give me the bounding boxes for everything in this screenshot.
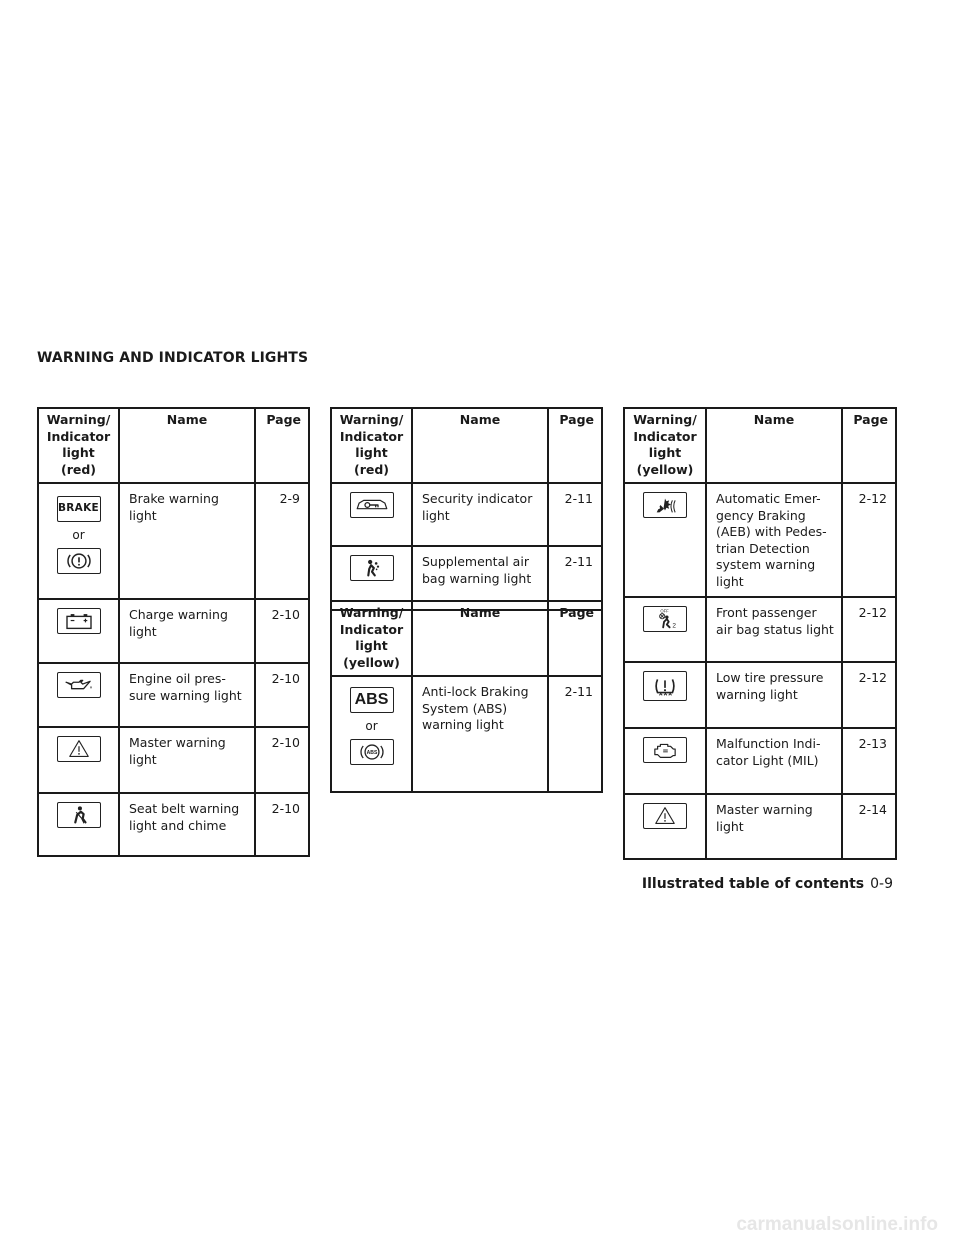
header-page: Page (548, 408, 602, 483)
watermark-text: carmanualsonline.info (736, 1214, 938, 1235)
table-row (38, 727, 309, 793)
parking-brake-icon (57, 548, 101, 574)
row-name: Engine oil pres- sure warning light (119, 663, 255, 727)
row-name: Security indicator light (412, 483, 548, 546)
header-name: Name (706, 408, 842, 483)
battery-charge-icon (57, 608, 101, 634)
row-name: Low tire pressure warning light (706, 662, 842, 728)
row-page: 2-10 (255, 599, 309, 663)
or-text: or (365, 719, 378, 733)
row-page: 2-12 (842, 597, 896, 662)
row-page: 2-11 (548, 676, 602, 792)
airbag-icon (350, 555, 394, 581)
header-page: Page (842, 408, 896, 483)
airbag-num-text: 2 (672, 622, 676, 630)
row-page: 2-10 (255, 663, 309, 727)
row-page: 2-13 (842, 728, 896, 794)
table-row (624, 662, 896, 728)
warning-lights-table-red (37, 407, 310, 857)
warning-lights-table-yellow-2 (623, 407, 897, 860)
header-name: Name (119, 408, 255, 483)
abs-icon-text: ABS (354, 691, 389, 708)
footer-page-number: 0-9 (870, 876, 893, 892)
table-row (38, 663, 309, 727)
header-name: Name (412, 408, 548, 483)
section-title: WARNING AND INDICATOR LIGHTS (37, 350, 309, 366)
table-row (331, 483, 602, 546)
table-row (38, 793, 309, 856)
brake-icon (57, 496, 101, 522)
footer-section: Illustrated table of contents (641, 876, 865, 892)
master-warning-triangle-icon (643, 803, 687, 829)
table-row (38, 599, 309, 663)
row-name: Brake warning light (119, 483, 255, 599)
row-page: 2-12 (842, 483, 896, 597)
row-page: 2-9 (255, 483, 309, 599)
watermark (700, 1208, 940, 1238)
row-page: 2-11 (548, 483, 602, 546)
row-name: Seat belt warning light and chime (119, 793, 255, 856)
brake-icon-text: BRAKE (57, 502, 100, 514)
tire-pressure-icon (643, 671, 687, 701)
table-row (624, 483, 896, 597)
row-page: 2-10 (255, 793, 309, 856)
row-name: Anti-lock Braking System (ABS) warning light (412, 676, 548, 792)
table-row (624, 794, 896, 859)
warning-lights-table-yellow (330, 600, 603, 793)
security-car-key-icon (350, 492, 394, 518)
header-warning-indicator: Warning/ Indicator light (red) (331, 408, 412, 483)
abs-icon (350, 687, 394, 713)
row-name: Charge warning light (119, 599, 255, 663)
table-row (38, 483, 309, 599)
master-warning-triangle-icon (57, 736, 101, 762)
header-page: Page (255, 408, 309, 483)
header-name: Name (412, 601, 548, 676)
page-footer (642, 876, 893, 892)
or-text: or (72, 528, 85, 542)
header-page: Page (548, 601, 602, 676)
header-warning-indicator: Warning/ Indicator light (yellow) (331, 601, 412, 676)
row-page: 2-11 (548, 546, 602, 610)
passenger-airbag-off-icon (643, 606, 687, 632)
row-name: Malfunction Indi- cator Light (MIL) (706, 728, 842, 794)
row-name: Master warning light (706, 794, 842, 859)
table-row (331, 676, 602, 792)
header-warning-indicator: Warning/ Indicator light (red) (38, 408, 119, 483)
seat-belt-icon (57, 802, 101, 828)
row-page: 2-14 (842, 794, 896, 859)
row-name: Automatic Emer- gency Braking (AEB) with Pedes- trian Detection system warning light (706, 483, 842, 597)
oil-can-icon (57, 672, 101, 698)
table-row (624, 597, 896, 662)
row-name: Front passenger air bag status light (706, 597, 842, 662)
row-name: Supplemental air bag warning light (412, 546, 548, 610)
table-row (624, 728, 896, 794)
row-page: 2-12 (842, 662, 896, 728)
abs-circle-icon-text: ABS (366, 749, 377, 756)
row-page: 2-10 (255, 727, 309, 793)
abs-circle-icon (350, 739, 394, 765)
engine-mil-icon (643, 737, 687, 763)
warning-lights-table-red-2 (330, 407, 603, 611)
header-warning-indicator: Warning/ Indicator light (yellow) (624, 408, 706, 483)
airbag-off-text: OFF (660, 608, 669, 614)
row-name: Master warning light (119, 727, 255, 793)
aeb-collision-icon (643, 492, 687, 518)
